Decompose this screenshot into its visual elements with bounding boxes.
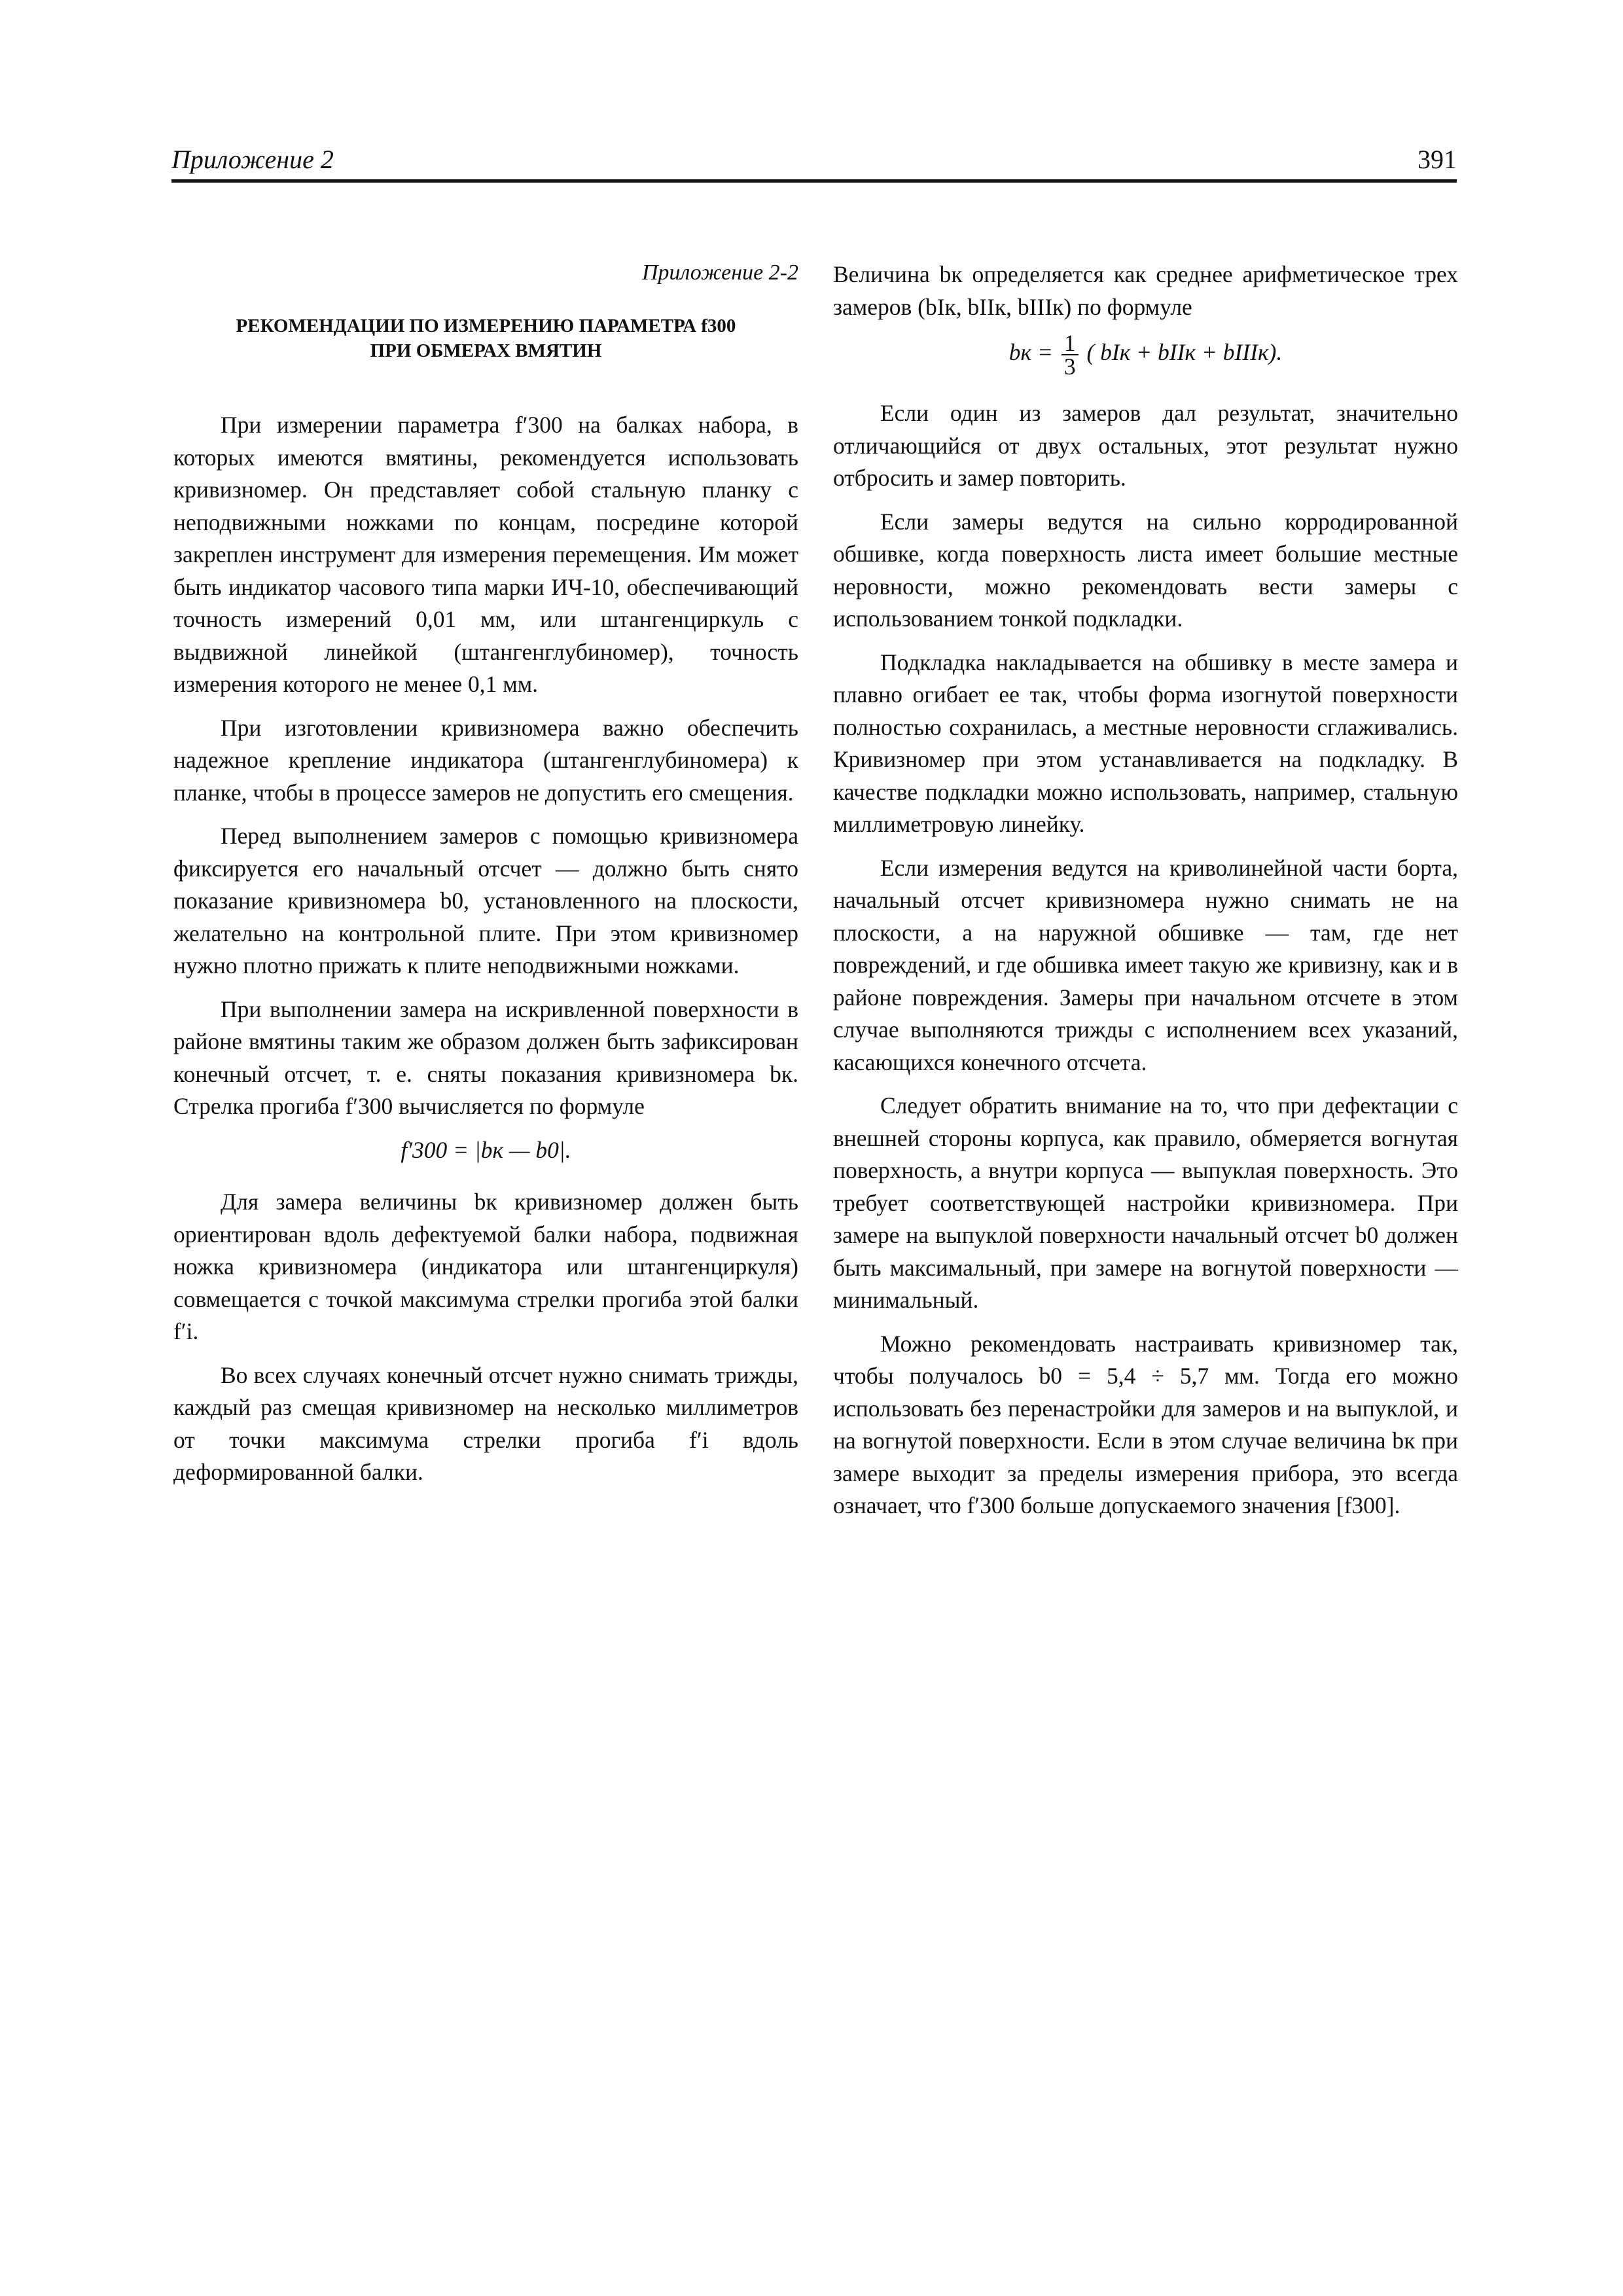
fraction-denominator: 3 [1063, 353, 1076, 380]
paragraph: При измерении параметра f′300 на балках набора, в которых имеются вмятины, рекомендуется использовать кривизномер. Он представляет собой стальную планку с неподвижными ножками по концам, посредине которой закреплен инструмент для измерения перемещения. Им может быть индикатор часового типа марки ИЧ-10, обеспечивающий точность измерений 0,01 мм, или штангенциркуль с выдвижной линейкой (штангенглубиномер), точность измерения которого не менее 0,1 мм. [173, 412, 798, 697]
paragraph: Можно рекомендовать настраивать кривизномер так, чтобы получалось b0 = 5,4 ÷ 5,7 мм. Тогда его можно использовать без перенастройки для замеров и на выпуклой, и на вогнутой поверхности. Если в этом случае величина bк при замере выходит за пределы измерения прибора, это всегда означает, что f′300 больше допускаемого значения [f300]. [833, 1330, 1458, 1518]
formula-deflection: f′300 = |bк — b0|. [401, 1136, 571, 1163]
paragraph: Во всех случаях конечный отсчет нужно снимать трижды, каждый раз смещая кривизномер на несколько миллиметров от точки максимума стрелки прогиба f′i вдоль деформированной балки. [173, 1361, 798, 1485]
section-title [173, 314, 798, 363]
paragraph: Для замера величины bк кривизномер должен быть ориентирован вдоль дефектуемой балки набора, подвижная ножка кривизномера (индикатора или штангенциркуля) совмещается с точкой максимума стрелки прогиба этой балки f′i. [173, 1189, 798, 1344]
paragraph: Подкладка накладывается на обшивку в месте замера и плавно огибает ее так, чтобы форма изогнутой поверхности полностью сохранилась, а местные неровности сглаживались. Кривизномер при этом устанавливается на подкладку. В качестве подкладки можно использовать, например, стальную миллиметровую линейку. [833, 649, 1458, 837]
right-column [833, 259, 1458, 1534]
formula-average [833, 332, 1458, 378]
running-title: Приложение 2 [171, 145, 334, 174]
paragraph: При выполнении замера на искривленной поверхности в районе вмятины таким же образом должен быть зафиксирован конечный отсчет, т. е. сняты показания кривизномера bк. Стрелка прогиба f′300 вычисляется по формуле [173, 996, 798, 1119]
paragraph: Если один из замеров дал результат, значительно отличающийся от двух остальных, этот результат нужно отбросить и замер повторить. [833, 400, 1458, 491]
paragraph: Если измерения ведутся на криволинейной части борта, начальный отсчет кривизномера нужно снимать не на плоскости, а на наружной обшивке — там, где нет повреждений, и где обшивка имеет такую же кривизну, как и в районе повреждения. Замеры при начальном отсчете в этом случае выполняются трижды с исполнением всех указаний, касающихся конечного отсчета. [833, 854, 1458, 1075]
left-column [173, 259, 798, 1500]
appendix-label: Приложение 2-2 [642, 260, 798, 285]
formula-rhs: ( bIк + bIIк + bIIIк). [1086, 339, 1283, 366]
formula-lhs: bк = [1008, 339, 1053, 366]
paragraph: Если замеры ведутся на сильно корродированной обшивке, когда поверхность листа имеет большие местные неровности, можно рекомендовать вести замеры с использованием тонкой подкладки. [833, 508, 1458, 632]
paragraph: Величина bк определяется как среднее арифметическое трех замеров (bIк, bIIк, bIIIк) по формуле [833, 261, 1458, 320]
paragraph: Перед выполнением замеров с помощью кривизномера фиксируется его начальный отсчет — должно быть снято показание кривизномера b0, установленного на плоскости, желательно на контрольной плите. При этом кривизномер нужно плотно прижать к плите неподвижными ножками. [173, 823, 798, 978]
running-header [171, 143, 1457, 183]
fraction-numerator: 1 [1061, 332, 1079, 355]
paragraph: Следует обратить внимание на то, что при дефектации с внешней стороны корпуса, как правило, обмеряется вогнутая поверхность, а внутри корпуса — выпуклая поверхность. Это требует соответствующей настройки кривизномера. При замере на выпуклой поверхности начальный отсчет b0 должен быть максимальный, при замере на вогнутой поверхности — минимальный. [833, 1092, 1458, 1313]
section-title-line-2: ПРИ ОБМЕРАХ ВМЯТИН [370, 340, 602, 361]
section-title-line-1: РЕКОМЕНДАЦИИ ПО ИЗМЕРЕНИЮ ПАРАМЕТРА f300 [236, 315, 736, 336]
formula-fraction [1061, 332, 1079, 378]
page-number: 391 [1418, 145, 1457, 174]
paragraph: При изготовлении кривизномера важно обеспечить надежное крепление индикатора (штангенглубиномера) к планке, чтобы в процессе замеров не допустить его смещения. [173, 714, 798, 806]
